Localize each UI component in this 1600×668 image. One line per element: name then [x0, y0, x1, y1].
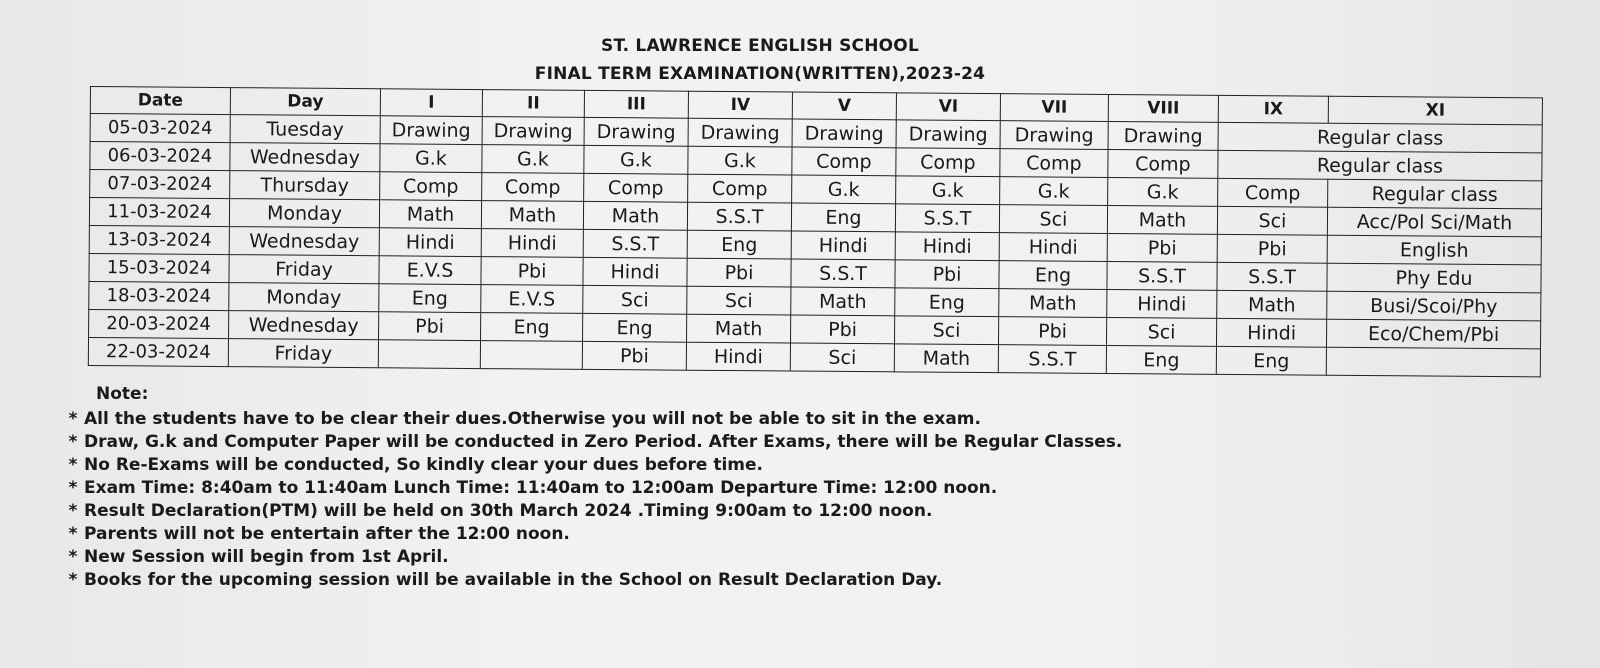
subject-cell: Math [687, 314, 791, 343]
subject-cell [378, 340, 480, 369]
column-header: V [792, 92, 896, 120]
subject-cell: Hindi [686, 342, 790, 371]
regular-class-merged-cell: Regular class [1218, 122, 1542, 153]
subject-cell: Drawing [1000, 121, 1108, 150]
note-item [62, 408, 1362, 431]
bullet-star-icon: * [68, 432, 78, 452]
note-text: Exam Time: 8:40am to 11:40am Lunch Time: 11:40am to 12:00am Departure Time: 12:00 noon. [84, 478, 998, 498]
note-text: Result Declaration(PTM) will be held on 30th March 2024 .Timing 9:00am to 12:00 noon. [84, 501, 933, 521]
bullet-star-icon: * [68, 524, 78, 544]
note-text: Parents will not be entertain after the 12:00 noon. [84, 524, 570, 544]
subject-cell: Eng [791, 203, 895, 232]
subject-cell: Pbi [1107, 233, 1217, 262]
date-cell: 18-03-2024 [89, 281, 229, 310]
subject-cell: G.k [1108, 177, 1218, 206]
subject-cell: Eng [583, 313, 687, 342]
column-header: IX [1218, 95, 1328, 123]
note-item [62, 477, 1362, 500]
subject-cell: Hindi [379, 228, 481, 257]
note-item [62, 569, 1362, 592]
subject-cell: Drawing [1108, 121, 1218, 150]
subject-cell: Hindi [999, 233, 1107, 262]
subject-cell: Comp [688, 174, 792, 203]
subject-cell: Drawing [792, 119, 896, 148]
date-cell: 07-03-2024 [90, 170, 230, 199]
day-cell: Friday [228, 339, 378, 368]
subject-cell: G.k [1000, 177, 1108, 206]
note-text: All the students have to be clear their dues.Otherwise you will not be able to sit in the exam. [84, 409, 981, 429]
date-cell: 05-03-2024 [90, 114, 230, 143]
subject-cell: Eng [1106, 345, 1216, 374]
subject-cell: Math [583, 201, 687, 230]
subject-cell: Math [999, 289, 1107, 318]
notes-heading: Note: [96, 384, 149, 404]
subject-cell: Math [791, 287, 895, 316]
subject-cell: Comp [896, 148, 1000, 177]
subject-cell: Math [379, 200, 481, 229]
subject-cell: Drawing [380, 116, 482, 145]
subject-cell: Comp [482, 173, 584, 202]
class-ix-cell: S.S.T [1217, 262, 1327, 291]
subject-cell: Pbi [582, 341, 686, 370]
column-header: III [584, 90, 688, 118]
date-cell: 06-03-2024 [90, 142, 230, 171]
class-xi-cell: Busi/Scoi/Phy [1327, 291, 1541, 321]
class-xi-cell: Phy Edu [1327, 263, 1541, 293]
subject-cell: Hindi [583, 257, 687, 286]
subject-cell: G.k [688, 146, 792, 175]
notes-section [62, 384, 1362, 592]
class-xi-cell: Acc/Pol Sci/Math [1327, 207, 1541, 237]
day-cell: Monday [229, 283, 379, 312]
subject-cell: Pbi [791, 315, 895, 344]
bullet-star-icon: * [68, 478, 78, 498]
subject-cell: Eng [481, 313, 583, 342]
subject-cell: G.k [482, 145, 584, 174]
subject-cell: Eng [379, 284, 481, 313]
subject-cell: Math [481, 201, 583, 230]
day-cell: Wednesday [229, 311, 379, 340]
bullet-star-icon: * [68, 455, 78, 475]
subject-cell: E.V.S [481, 285, 583, 314]
day-cell: Monday [229, 199, 379, 228]
subject-cell: S.S.T [791, 259, 895, 288]
class-ix-cell: Pbi [1217, 234, 1327, 263]
subject-cell: Drawing [584, 117, 688, 146]
subject-cell: Drawing [482, 117, 584, 146]
day-cell: Thursday [230, 171, 380, 200]
subject-cell: Sci [999, 205, 1107, 234]
date-cell: 15-03-2024 [89, 253, 229, 282]
subject-cell: Pbi [687, 258, 791, 287]
subject-cell: Math [894, 344, 998, 373]
subject-cell: Math [1107, 205, 1217, 234]
subject-cell: Drawing [896, 120, 1000, 149]
day-cell: Friday [229, 255, 379, 284]
subject-cell: Comp [380, 172, 482, 201]
note-text: No Re-Exams will be conducted, So kindly clear your dues before time. [84, 455, 763, 475]
column-header: VIII [1108, 94, 1218, 122]
date-cell: 13-03-2024 [89, 225, 229, 254]
subject-cell: Comp [792, 147, 896, 176]
class-ix-cell: Math [1217, 290, 1327, 319]
note-item [62, 500, 1362, 523]
bullet-star-icon: * [68, 501, 78, 521]
regular-class-merged-cell: Regular class [1218, 150, 1542, 181]
subject-cell: Sci [790, 343, 894, 372]
class-ix-cell: Hindi [1216, 318, 1326, 347]
subject-cell: Eng [687, 230, 791, 259]
note-item [62, 454, 1362, 477]
subject-cell: Comp [1000, 149, 1108, 178]
note-text: New Session will begin from 1st April. [84, 547, 449, 567]
class-ix-cell: Sci [1217, 206, 1327, 235]
subject-cell: G.k [380, 144, 482, 173]
subject-cell: Pbi [379, 312, 481, 341]
subject-cell: S.S.T [998, 345, 1106, 374]
column-header: II [482, 90, 584, 118]
column-header: Date [90, 87, 230, 115]
class-ix-cell: Comp [1218, 178, 1328, 207]
day-cell: Wednesday [229, 227, 379, 256]
subject-cell: S.S.T [583, 229, 687, 258]
date-cell: 11-03-2024 [89, 198, 229, 227]
subject-cell: Hindi [1107, 289, 1217, 318]
note-text: Draw, G.k and Computer Paper will be conducted in Zero Period. After Exams, there will be Regular Classes. [84, 432, 1123, 452]
class-ix-cell: Eng [1216, 346, 1326, 375]
subject-cell: Sci [583, 285, 687, 314]
column-header: I [380, 89, 482, 117]
bullet-star-icon: * [68, 409, 78, 429]
subject-cell: Hindi [895, 232, 999, 261]
column-header: Day [230, 88, 380, 116]
subject-cell [480, 341, 582, 370]
subject-cell: Comp [1108, 149, 1218, 178]
class-xi-cell: English [1327, 235, 1541, 265]
note-item [62, 523, 1362, 546]
column-header: XI [1328, 96, 1542, 125]
note-text: Books for the upcoming session will be available in the School on Result Declaration Day. [84, 570, 943, 590]
subject-cell: Sci [894, 316, 998, 345]
column-header: VII [1000, 94, 1108, 122]
subject-cell: G.k [584, 145, 688, 174]
school-name: ST. LAWRENCE ENGLISH SCHOOL [601, 36, 919, 56]
bullet-star-icon: * [68, 547, 78, 567]
date-cell: 22-03-2024 [88, 337, 228, 366]
subject-cell: S.S.T [1107, 261, 1217, 290]
exam-title: FINAL TERM EXAMINATION(WRITTEN),2023-24 [534, 64, 986, 84]
subject-cell: Eng [895, 288, 999, 317]
subject-cell: Comp [584, 173, 688, 202]
subject-cell: Drawing [688, 118, 792, 147]
subject-cell: Sci [1106, 317, 1216, 346]
subject-cell: S.S.T [895, 204, 999, 233]
subject-cell: Pbi [481, 257, 583, 286]
subject-cell: G.k [896, 176, 1000, 205]
subject-cell: Eng [999, 261, 1107, 290]
column-header: VI [896, 93, 1000, 121]
column-header: IV [688, 91, 792, 119]
subject-cell: E.V.S [379, 256, 481, 285]
class-xi-cell: Eco/Chem/Pbi [1326, 319, 1540, 349]
note-item [62, 546, 1362, 569]
subject-cell: Hindi [481, 229, 583, 258]
subject-cell: Hindi [791, 231, 895, 260]
note-item [62, 431, 1362, 454]
day-cell: Tuesday [230, 115, 380, 144]
bullet-star-icon: * [68, 570, 78, 590]
subject-cell: G.k [792, 175, 896, 204]
exam-schedule-table [88, 86, 1543, 377]
class-xi-cell: Regular class [1328, 179, 1542, 209]
date-cell: 20-03-2024 [89, 309, 229, 338]
subject-cell: Sci [687, 286, 791, 315]
subject-cell: S.S.T [687, 202, 791, 231]
notes-list [62, 408, 1362, 592]
day-cell: Wednesday [230, 143, 380, 172]
subject-cell: Pbi [895, 260, 999, 289]
class-xi-cell [1326, 347, 1540, 377]
subject-cell: Pbi [998, 317, 1106, 346]
